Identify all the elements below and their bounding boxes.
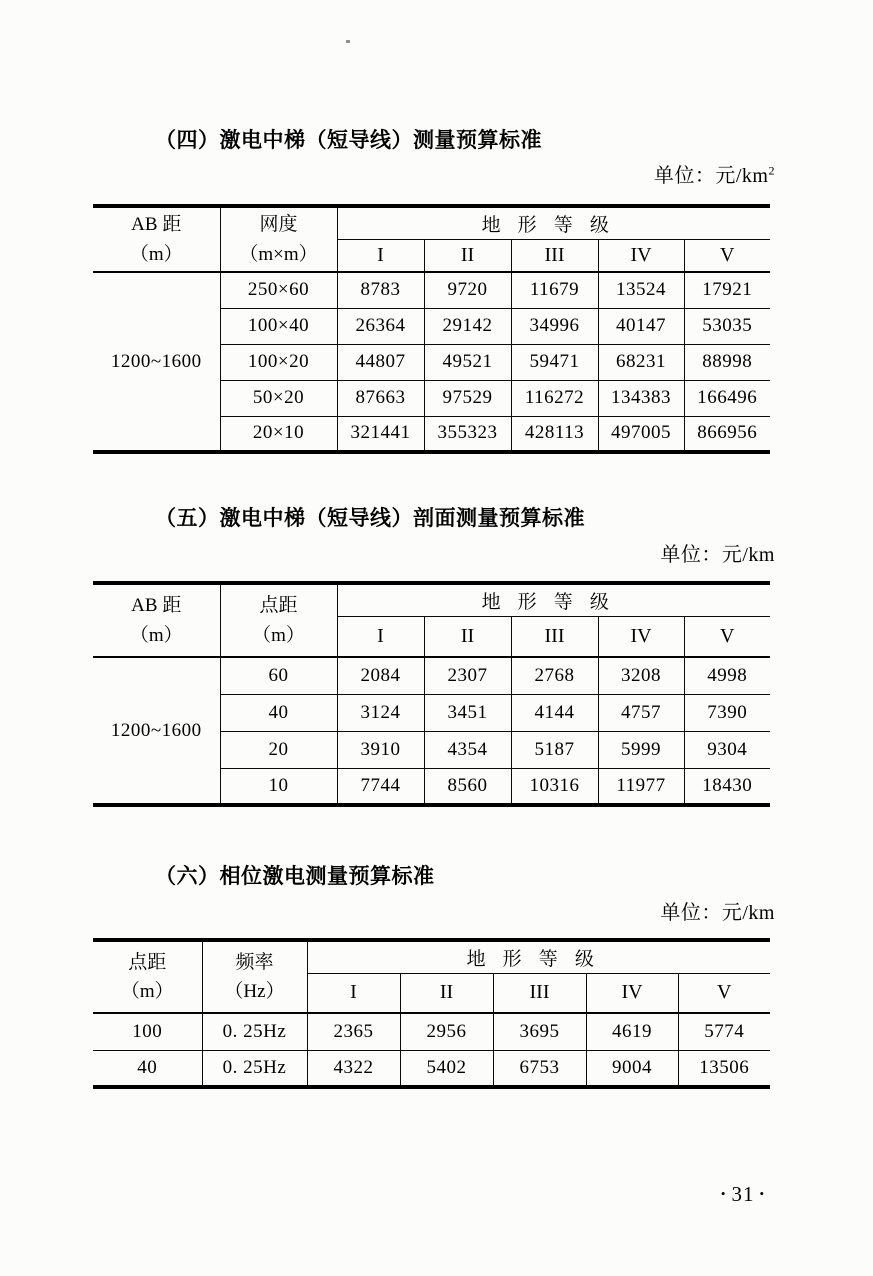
cell-value: 4354 bbox=[424, 731, 511, 768]
cell-value: 428113 bbox=[511, 416, 598, 452]
grade-III: III bbox=[493, 973, 586, 1013]
header-row-terrain bbox=[93, 206, 770, 239]
header-terrain-grade: 地形等级 bbox=[337, 583, 770, 616]
cell-value: 68231 bbox=[598, 344, 684, 380]
cell-value: 866956 bbox=[684, 416, 770, 452]
unit-superscript: 2 bbox=[768, 163, 775, 178]
header-ab-distance bbox=[93, 583, 220, 657]
cell-value: 11679 bbox=[511, 272, 598, 308]
page-number-value: 31 bbox=[731, 1182, 755, 1206]
header-row-terrain bbox=[93, 583, 770, 616]
cell-value: 59471 bbox=[511, 344, 598, 380]
cell-value: 97529 bbox=[424, 380, 511, 416]
grade-II: II bbox=[424, 239, 511, 272]
grade-II: II bbox=[400, 973, 493, 1013]
header-grid-density-unit: （m×m） bbox=[239, 243, 318, 265]
section-4-unit-label bbox=[93, 159, 775, 188]
cell-value: 321441 bbox=[337, 416, 424, 452]
cell-value: 4757 bbox=[598, 694, 684, 731]
grade-I: I bbox=[337, 239, 424, 272]
cell-value: 13506 bbox=[678, 1050, 770, 1087]
header-ab-distance bbox=[93, 206, 220, 272]
cell-value: 3910 bbox=[337, 731, 424, 768]
header-frequency bbox=[202, 940, 307, 1013]
section-5-title: （五）激电中梯（短导线）剖面测量预算标准 bbox=[155, 507, 585, 530]
cell-value: 9304 bbox=[684, 731, 770, 768]
cell-value: 2365 bbox=[307, 1013, 400, 1050]
cell-value: 497005 bbox=[598, 416, 684, 452]
header-point-spacing-title: 点距 bbox=[259, 595, 298, 617]
section-6-title: （六）相位激电测量预算标准 bbox=[155, 865, 435, 888]
table-row bbox=[93, 272, 770, 308]
table-5-ip-gradient-profile-budget bbox=[93, 581, 770, 807]
table-row bbox=[93, 1013, 770, 1050]
cell-value: 17921 bbox=[684, 272, 770, 308]
section-6-unit-label bbox=[93, 896, 775, 925]
cell-value: 49521 bbox=[424, 344, 511, 380]
unit-value: 元/km bbox=[715, 165, 769, 187]
cell-value: 6753 bbox=[493, 1050, 586, 1087]
cell-value: 11977 bbox=[598, 768, 684, 805]
cell-value: 5774 bbox=[678, 1013, 770, 1050]
cell-value: 34996 bbox=[511, 308, 598, 344]
cell-ab-range: 1200~1600 bbox=[93, 272, 220, 452]
grade-V: V bbox=[684, 239, 770, 272]
grade-III: III bbox=[511, 239, 598, 272]
table-row bbox=[93, 657, 770, 694]
cell-value: 4619 bbox=[586, 1013, 678, 1050]
cell-value: 9720 bbox=[424, 272, 511, 308]
scan-speck bbox=[346, 40, 350, 43]
cell-value: 7390 bbox=[684, 694, 770, 731]
cell-value: 4144 bbox=[511, 694, 598, 731]
unit-value: 元/km bbox=[721, 902, 775, 924]
page-number-right-dot: • bbox=[759, 1186, 765, 1201]
unit-value: 元/km bbox=[721, 544, 775, 566]
grade-I: I bbox=[307, 973, 400, 1013]
cell-value: 116272 bbox=[511, 380, 598, 416]
table-row bbox=[93, 1050, 770, 1087]
page-number-left-dot: • bbox=[720, 1186, 727, 1201]
header-ab-distance-title: AB 距 bbox=[131, 595, 182, 617]
cell-value: 5187 bbox=[511, 731, 598, 768]
unit-prefix: 单位： bbox=[660, 902, 722, 924]
header-ab-distance-unit: （m） bbox=[129, 243, 183, 265]
cell-value: 134383 bbox=[598, 380, 684, 416]
cell-value: 8783 bbox=[337, 272, 424, 308]
section-5-unit-label bbox=[93, 538, 775, 567]
cell-value: 3451 bbox=[424, 694, 511, 731]
header-ab-distance-title: AB 距 bbox=[131, 214, 182, 236]
cell-value: 44807 bbox=[337, 344, 424, 380]
table-4-ip-gradient-budget bbox=[93, 204, 770, 454]
cell-value: 18430 bbox=[684, 768, 770, 805]
cell-value: 40147 bbox=[598, 308, 684, 344]
header-grid-density-title: 网度 bbox=[259, 214, 298, 236]
cell-value: 2768 bbox=[511, 657, 598, 694]
grade-V: V bbox=[684, 616, 770, 657]
header-frequency-unit: （Hz） bbox=[224, 981, 285, 1002]
cell-value: 4322 bbox=[307, 1050, 400, 1087]
cell-ab-range: 1200~1600 bbox=[93, 657, 220, 805]
cell-spacing: 100 bbox=[93, 1013, 202, 1050]
cell-frequency: 0. 25Hz bbox=[202, 1050, 307, 1087]
grade-III: III bbox=[511, 616, 598, 657]
cell-value: 10316 bbox=[511, 768, 598, 805]
header-terrain-grade: 地形等级 bbox=[307, 940, 770, 973]
header-row-terrain bbox=[93, 940, 770, 973]
cell-value: 26364 bbox=[337, 308, 424, 344]
grade-IV: IV bbox=[598, 616, 684, 657]
cell-grid: 100×40 bbox=[220, 308, 337, 344]
cell-value: 5402 bbox=[400, 1050, 493, 1087]
header-grid-density bbox=[220, 206, 337, 272]
cell-value: 3124 bbox=[337, 694, 424, 731]
cell-value: 9004 bbox=[586, 1050, 678, 1087]
header-terrain-grade: 地形等级 bbox=[337, 206, 770, 239]
cell-value: 88998 bbox=[684, 344, 770, 380]
cell-value: 87663 bbox=[337, 380, 424, 416]
grade-IV: IV bbox=[598, 239, 684, 272]
cell-spacing: 10 bbox=[220, 768, 337, 805]
cell-value: 8560 bbox=[424, 768, 511, 805]
table-6-phase-ip-budget bbox=[93, 938, 770, 1089]
cell-grid: 20×10 bbox=[220, 416, 337, 452]
section-4-title: （四）激电中梯（短导线）测量预算标准 bbox=[155, 129, 542, 152]
cell-value: 355323 bbox=[424, 416, 511, 452]
cell-value: 5999 bbox=[598, 731, 684, 768]
header-point-spacing-unit: （m） bbox=[252, 624, 305, 646]
cell-grid: 100×20 bbox=[220, 344, 337, 380]
grade-II: II bbox=[424, 616, 511, 657]
cell-value: 3695 bbox=[493, 1013, 586, 1050]
cell-value: 7744 bbox=[337, 768, 424, 805]
header-point-spacing-title: 点距 bbox=[128, 951, 167, 973]
cell-frequency: 0. 25Hz bbox=[202, 1013, 307, 1050]
page-number bbox=[93, 1182, 770, 1207]
cell-value: 53035 bbox=[684, 308, 770, 344]
cell-grid: 50×20 bbox=[220, 380, 337, 416]
unit-prefix: 单位： bbox=[660, 544, 722, 566]
cell-value: 166496 bbox=[684, 380, 770, 416]
header-frequency-title: 频率 bbox=[235, 951, 274, 973]
header-point-spacing bbox=[93, 940, 202, 1013]
cell-value: 29142 bbox=[424, 308, 511, 344]
cell-spacing: 60 bbox=[220, 657, 337, 694]
cell-value: 2084 bbox=[337, 657, 424, 694]
cell-value: 2956 bbox=[400, 1013, 493, 1050]
cell-value: 3208 bbox=[598, 657, 684, 694]
header-ab-distance-unit: （m） bbox=[129, 624, 183, 646]
cell-value: 2307 bbox=[424, 657, 511, 694]
cell-spacing: 40 bbox=[220, 694, 337, 731]
unit-prefix: 单位： bbox=[653, 165, 716, 187]
cell-spacing: 40 bbox=[93, 1050, 202, 1087]
cell-grid: 250×60 bbox=[220, 272, 337, 308]
header-point-spacing-unit: （m） bbox=[120, 981, 174, 1002]
grade-IV: IV bbox=[586, 973, 678, 1013]
cell-value: 4998 bbox=[684, 657, 770, 694]
grade-V: V bbox=[678, 973, 770, 1013]
cell-value: 13524 bbox=[598, 272, 684, 308]
grade-I: I bbox=[337, 616, 424, 657]
cell-spacing: 20 bbox=[220, 731, 337, 768]
header-point-spacing bbox=[220, 583, 337, 657]
